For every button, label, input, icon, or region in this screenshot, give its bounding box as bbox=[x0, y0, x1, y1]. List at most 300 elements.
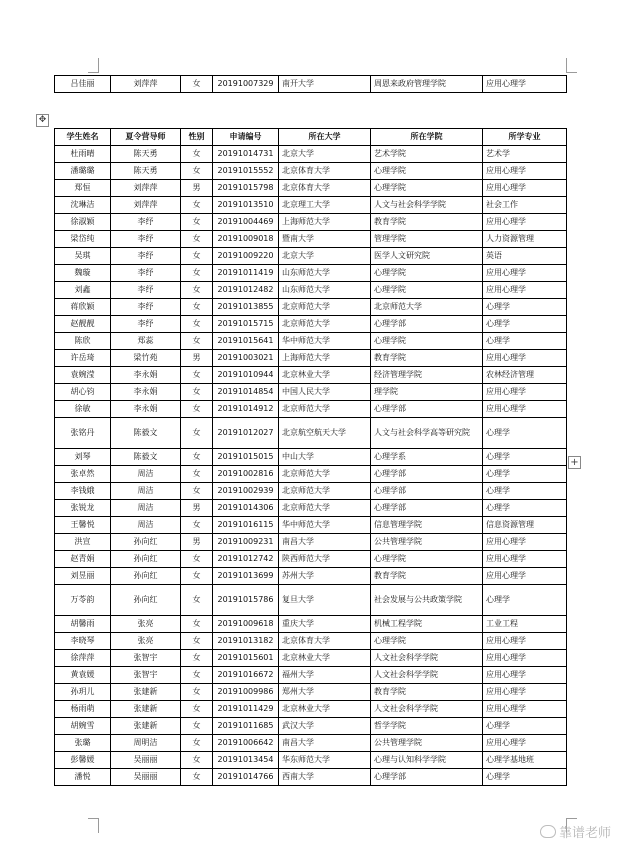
cell-mentor[interactable]: 李纾 bbox=[111, 248, 181, 265]
cell-major[interactable]: 应用心理学 bbox=[483, 265, 567, 282]
cell-gender[interactable]: 女 bbox=[181, 551, 213, 568]
cell-major[interactable]: 心理学 bbox=[483, 299, 567, 316]
cell-student-name[interactable]: 杜雨晴 bbox=[55, 146, 111, 163]
cell-gender[interactable]: 女 bbox=[181, 735, 213, 752]
cell-mentor[interactable]: 周洁 bbox=[111, 517, 181, 534]
cell-gender[interactable]: 男 bbox=[181, 500, 213, 517]
cell-major[interactable]: 应用心理学 bbox=[483, 384, 567, 401]
cell-mentor[interactable]: 刘萍萍 bbox=[111, 180, 181, 197]
cell-university[interactable]: 西南大学 bbox=[279, 769, 371, 786]
cell-college[interactable]: 教育学院 bbox=[371, 684, 483, 701]
cell-major[interactable]: 应用心理学 bbox=[483, 214, 567, 231]
cell-mentor[interactable]: 刘萍萍 bbox=[111, 76, 181, 93]
cell-college[interactable]: 管理学院 bbox=[371, 231, 483, 248]
cell-major[interactable]: 人力资源管理 bbox=[483, 231, 567, 248]
cell-university[interactable]: 中山大学 bbox=[279, 449, 371, 466]
cell-university[interactable]: 北京师范大学 bbox=[279, 500, 371, 517]
table-row bbox=[55, 466, 567, 483]
cell-application-id[interactable]: 20191007329 bbox=[213, 76, 279, 93]
cell-university[interactable]: 北京林业大学 bbox=[279, 701, 371, 718]
cell-university[interactable]: 北京师范大学 bbox=[279, 483, 371, 500]
cell-university[interactable]: 南昌大学 bbox=[279, 735, 371, 752]
cell-gender[interactable]: 女 bbox=[181, 667, 213, 684]
cell-gender[interactable]: 女 bbox=[181, 752, 213, 769]
cell-application-id[interactable]: 20191015715 bbox=[213, 316, 279, 333]
cell-application-id[interactable]: 20191014766 bbox=[213, 769, 279, 786]
cell-student-name[interactable]: 胡心钧 bbox=[55, 384, 111, 401]
cell-mentor[interactable]: 李纾 bbox=[111, 282, 181, 299]
cell-application-id[interactable]: 20191013182 bbox=[213, 633, 279, 650]
page-corner-mark bbox=[566, 58, 577, 73]
add-row-plus-icon[interactable]: + bbox=[568, 456, 581, 469]
cell-student-name[interactable]: 许岳琦 bbox=[55, 350, 111, 367]
cell-application-id[interactable]: 20191009986 bbox=[213, 684, 279, 701]
cell-college[interactable]: 教育学院 bbox=[371, 214, 483, 231]
cell-application-id[interactable]: 20191010944 bbox=[213, 367, 279, 384]
cell-university[interactable]: 北京师范大学 bbox=[279, 316, 371, 333]
cell-college[interactable]: 北京师范大学 bbox=[371, 299, 483, 316]
cell-mentor[interactable]: 李纾 bbox=[111, 316, 181, 333]
cell-student-name[interactable]: 黄袁媛 bbox=[55, 667, 111, 684]
cell-college[interactable]: 人文社会科学学院 bbox=[371, 667, 483, 684]
table-row bbox=[55, 483, 567, 500]
cell-college[interactable]: 心理学系 bbox=[371, 449, 483, 466]
cell-mentor[interactable]: 李永娟 bbox=[111, 384, 181, 401]
cell-college[interactable]: 心理学部 bbox=[371, 483, 483, 500]
cell-student-name[interactable]: 潘璐璐 bbox=[55, 163, 111, 180]
cell-application-id[interactable]: 20191016672 bbox=[213, 667, 279, 684]
cell-gender[interactable]: 女 bbox=[181, 568, 213, 585]
cell-major[interactable]: 信息资源管理 bbox=[483, 517, 567, 534]
cell-mentor[interactable]: 周洁 bbox=[111, 466, 181, 483]
cell-college[interactable]: 哲学学院 bbox=[371, 718, 483, 735]
cell-college[interactable]: 心理与认知科学学院 bbox=[371, 752, 483, 769]
cell-gender[interactable]: 女 bbox=[181, 248, 213, 265]
cell-major[interactable]: 应用心理学 bbox=[483, 401, 567, 418]
cell-gender[interactable]: 女 bbox=[181, 214, 213, 231]
header-gender[interactable]: 性别 bbox=[181, 129, 213, 146]
cell-student-name[interactable]: 徐淑颖 bbox=[55, 214, 111, 231]
cell-mentor[interactable]: 张智宇 bbox=[111, 667, 181, 684]
table-row bbox=[55, 650, 567, 667]
cell-major[interactable]: 心理学 bbox=[483, 500, 567, 517]
watermark-text: 靠谱老师 bbox=[559, 826, 612, 841]
cell-mentor[interactable]: 李永娟 bbox=[111, 367, 181, 384]
cell-major[interactable]: 应用心理学 bbox=[483, 180, 567, 197]
cell-college[interactable]: 人文与社会科学学院 bbox=[371, 197, 483, 214]
cell-student-name[interactable]: 魏璇 bbox=[55, 265, 111, 282]
cell-application-id[interactable]: 20191002816 bbox=[213, 466, 279, 483]
cell-university[interactable]: 北京林业大学 bbox=[279, 650, 371, 667]
cell-college[interactable]: 心理学院 bbox=[371, 265, 483, 282]
cell-university[interactable]: 陕西师范大学 bbox=[279, 551, 371, 568]
cell-application-id[interactable]: 20191009618 bbox=[213, 616, 279, 633]
cell-university[interactable]: 暨南大学 bbox=[279, 231, 371, 248]
cell-gender[interactable]: 女 bbox=[181, 449, 213, 466]
table-row bbox=[55, 163, 567, 180]
cell-university[interactable]: 北京体育大学 bbox=[279, 180, 371, 197]
cell-major[interactable]: 工业工程 bbox=[483, 616, 567, 633]
cell-gender[interactable]: 女 bbox=[181, 769, 213, 786]
cell-college[interactable]: 心理学院 bbox=[371, 633, 483, 650]
cell-student-name[interactable]: 刘昱丽 bbox=[55, 568, 111, 585]
cell-major[interactable]: 应用心理学 bbox=[483, 735, 567, 752]
cell-college[interactable]: 心理学院 bbox=[371, 180, 483, 197]
cell-major[interactable]: 英语 bbox=[483, 248, 567, 265]
cell-mentor[interactable]: 李永娟 bbox=[111, 401, 181, 418]
cell-gender[interactable]: 女 bbox=[181, 483, 213, 500]
cell-mentor[interactable]: 张建新 bbox=[111, 718, 181, 735]
cell-application-id[interactable]: 20191015798 bbox=[213, 180, 279, 197]
cell-application-id[interactable]: 20191012482 bbox=[213, 282, 279, 299]
cell-gender[interactable]: 女 bbox=[181, 163, 213, 180]
cell-student-name[interactable]: 赵靓靓 bbox=[55, 316, 111, 333]
cell-university[interactable]: 北京师范大学 bbox=[279, 466, 371, 483]
cell-college[interactable]: 理学院 bbox=[371, 384, 483, 401]
cell-major[interactable]: 应用心理学 bbox=[483, 163, 567, 180]
cell-student-name[interactable]: 沈琳洁 bbox=[55, 197, 111, 214]
cell-application-id[interactable]: 20191015015 bbox=[213, 449, 279, 466]
table-row bbox=[55, 752, 567, 769]
cell-application-id[interactable]: 20191013855 bbox=[213, 299, 279, 316]
cell-gender[interactable]: 女 bbox=[181, 401, 213, 418]
cell-application-id[interactable]: 20191015552 bbox=[213, 163, 279, 180]
cell-college[interactable]: 公共管理学院 bbox=[371, 534, 483, 551]
cell-gender[interactable]: 女 bbox=[181, 265, 213, 282]
cell-major[interactable]: 心理学 bbox=[483, 483, 567, 500]
cell-mentor[interactable]: 梁竹苑 bbox=[111, 350, 181, 367]
watermark bbox=[540, 822, 611, 841]
cell-college[interactable]: 心理学院 bbox=[371, 282, 483, 299]
table-row bbox=[55, 350, 567, 367]
cell-application-id[interactable]: 20191011685 bbox=[213, 718, 279, 735]
cell-major[interactable]: 心理学 bbox=[483, 316, 567, 333]
cell-university[interactable]: 北京大学 bbox=[279, 146, 371, 163]
cell-university[interactable]: 武汉大学 bbox=[279, 718, 371, 735]
cell-mentor[interactable]: 李纾 bbox=[111, 214, 181, 231]
cell-student-name[interactable]: 郑恒 bbox=[55, 180, 111, 197]
cell-gender[interactable]: 男 bbox=[181, 350, 213, 367]
cell-mentor[interactable]: 周洁 bbox=[111, 483, 181, 500]
cell-student-name[interactable]: 洪宣 bbox=[55, 534, 111, 551]
page-corner-mark bbox=[88, 58, 99, 73]
cell-application-id[interactable]: 20191013510 bbox=[213, 197, 279, 214]
cell-university[interactable]: 北京师范大学 bbox=[279, 401, 371, 418]
cell-application-id[interactable]: 20191014731 bbox=[213, 146, 279, 163]
cell-mentor[interactable]: 吴丽丽 bbox=[111, 752, 181, 769]
cell-mentor[interactable]: 周洁 bbox=[111, 500, 181, 517]
cell-major[interactable]: 心理学 bbox=[483, 466, 567, 483]
cell-student-name[interactable]: 刘琴 bbox=[55, 449, 111, 466]
cell-gender[interactable]: 女 bbox=[181, 718, 213, 735]
cell-student-name[interactable]: 刘鑫 bbox=[55, 282, 111, 299]
cell-college[interactable]: 人文社会科学学院 bbox=[371, 650, 483, 667]
cell-major[interactable]: 应用心理学 bbox=[483, 650, 567, 667]
cell-mentor[interactable]: 张建新 bbox=[111, 684, 181, 701]
table-row bbox=[55, 449, 567, 466]
cell-mentor[interactable]: 张智宇 bbox=[111, 650, 181, 667]
cell-mentor[interactable]: 孙向红 bbox=[111, 534, 181, 551]
cell-major[interactable]: 应用心理学 bbox=[483, 76, 567, 93]
cell-major[interactable]: 应用心理学 bbox=[483, 684, 567, 701]
cell-major[interactable]: 心理学 bbox=[483, 718, 567, 735]
cell-gender[interactable]: 女 bbox=[181, 466, 213, 483]
cell-application-id[interactable]: 20191015601 bbox=[213, 650, 279, 667]
cell-gender[interactable]: 男 bbox=[181, 534, 213, 551]
cell-student-name[interactable]: 潘悦 bbox=[55, 769, 111, 786]
table-row bbox=[55, 282, 567, 299]
cell-college[interactable]: 经济管理学院 bbox=[371, 367, 483, 384]
table-move-handle-icon[interactable]: ✥ bbox=[36, 114, 49, 127]
table-row bbox=[55, 299, 567, 316]
cell-college[interactable]: 教育学院 bbox=[371, 350, 483, 367]
header-student-name[interactable]: 学生姓名 bbox=[55, 129, 111, 146]
table-row bbox=[55, 180, 567, 197]
cell-student-name[interactable]: 蒋欣颖 bbox=[55, 299, 111, 316]
cell-application-id[interactable]: 20191016115 bbox=[213, 517, 279, 534]
cell-student-name[interactable]: 徐敏 bbox=[55, 401, 111, 418]
cell-university[interactable]: 上海师范大学 bbox=[279, 350, 371, 367]
table-row bbox=[55, 265, 567, 282]
cell-college[interactable]: 心理学部 bbox=[371, 769, 483, 786]
cell-mentor[interactable]: 吴丽丽 bbox=[111, 769, 181, 786]
cell-application-id[interactable]: 20191012027 bbox=[213, 418, 279, 449]
cell-mentor[interactable]: 张亮 bbox=[111, 633, 181, 650]
cell-application-id[interactable]: 20191009231 bbox=[213, 534, 279, 551]
cell-major[interactable]: 心理学 bbox=[483, 333, 567, 350]
table-row bbox=[55, 616, 567, 633]
cell-university[interactable]: 北京体育大学 bbox=[279, 633, 371, 650]
cell-gender[interactable]: 女 bbox=[181, 76, 213, 93]
table-row bbox=[55, 333, 567, 350]
cell-college[interactable]: 教育学院 bbox=[371, 568, 483, 585]
cell-mentor[interactable]: 李纾 bbox=[111, 299, 181, 316]
table-row bbox=[55, 701, 567, 718]
header-college[interactable]: 所在学院 bbox=[371, 129, 483, 146]
cell-mentor[interactable]: 陈毅文 bbox=[111, 418, 181, 449]
cell-university[interactable]: 北京理工大学 bbox=[279, 197, 371, 214]
cell-gender[interactable]: 女 bbox=[181, 384, 213, 401]
cell-university[interactable]: 北京林业大学 bbox=[279, 367, 371, 384]
cell-major[interactable]: 应用心理学 bbox=[483, 282, 567, 299]
cell-mentor[interactable]: 李纾 bbox=[111, 265, 181, 282]
header-university[interactable]: 所在大学 bbox=[279, 129, 371, 146]
cell-university[interactable]: 山东师范大学 bbox=[279, 265, 371, 282]
cell-mentor[interactable]: 张亮 bbox=[111, 616, 181, 633]
cell-university[interactable]: 华东师范大学 bbox=[279, 752, 371, 769]
cell-gender[interactable]: 女 bbox=[181, 333, 213, 350]
cell-mentor[interactable]: 周明洁 bbox=[111, 735, 181, 752]
cell-gender[interactable]: 女 bbox=[181, 684, 213, 701]
cell-student-name[interactable]: 杨雨萌 bbox=[55, 701, 111, 718]
cell-major[interactable]: 心理学 bbox=[483, 449, 567, 466]
cell-major[interactable]: 应用心理学 bbox=[483, 534, 567, 551]
cell-student-name[interactable]: 孙玥儿 bbox=[55, 684, 111, 701]
cell-student-name[interactable]: 张璐 bbox=[55, 735, 111, 752]
cell-application-id[interactable]: 20191012742 bbox=[213, 551, 279, 568]
cell-major[interactable]: 农林经济管理 bbox=[483, 367, 567, 384]
cell-college[interactable]: 心理学部 bbox=[371, 316, 483, 333]
cell-major[interactable]: 应用心理学 bbox=[483, 568, 567, 585]
cell-application-id[interactable]: 20191014306 bbox=[213, 500, 279, 517]
cell-application-id[interactable]: 20191003021 bbox=[213, 350, 279, 367]
table-row bbox=[55, 534, 567, 551]
cell-major[interactable]: 心理学基地班 bbox=[483, 752, 567, 769]
cell-college[interactable]: 心理学部 bbox=[371, 466, 483, 483]
table-row bbox=[55, 585, 567, 616]
cell-application-id[interactable]: 20191015786 bbox=[213, 585, 279, 616]
cell-student-name[interactable]: 陈欣 bbox=[55, 333, 111, 350]
cell-major[interactable]: 应用心理学 bbox=[483, 551, 567, 568]
cell-gender[interactable]: 女 bbox=[181, 585, 213, 616]
cell-student-name[interactable]: 彭馨媛 bbox=[55, 752, 111, 769]
cell-student-name[interactable]: 胡馨雨 bbox=[55, 616, 111, 633]
cell-gender[interactable]: 女 bbox=[181, 367, 213, 384]
cell-gender[interactable]: 女 bbox=[181, 282, 213, 299]
cell-application-id[interactable]: 20191013699 bbox=[213, 568, 279, 585]
cell-college[interactable]: 心理学院 bbox=[371, 163, 483, 180]
cell-major[interactable]: 艺术学 bbox=[483, 146, 567, 163]
table-row bbox=[55, 551, 567, 568]
table-row bbox=[55, 769, 567, 786]
cell-major[interactable]: 应用心理学 bbox=[483, 350, 567, 367]
cell-college[interactable]: 公共管理学院 bbox=[371, 735, 483, 752]
header-mentor[interactable]: 夏令营导师 bbox=[111, 129, 181, 146]
cell-university[interactable]: 华中师范大学 bbox=[279, 517, 371, 534]
cell-college[interactable]: 人文社会科学学院 bbox=[371, 701, 483, 718]
cell-mentor[interactable]: 张建新 bbox=[111, 701, 181, 718]
cell-student-name[interactable]: 吴琪 bbox=[55, 248, 111, 265]
cell-major[interactable]: 应用心理学 bbox=[483, 701, 567, 718]
header-major[interactable]: 所学专业 bbox=[483, 129, 567, 146]
cell-college[interactable]: 心理学部 bbox=[371, 500, 483, 517]
cell-college[interactable]: 艺术学院 bbox=[371, 146, 483, 163]
cell-gender[interactable]: 男 bbox=[181, 180, 213, 197]
table-row bbox=[55, 384, 567, 401]
cell-student-name[interactable]: 梁岱纯 bbox=[55, 231, 111, 248]
cell-application-id[interactable]: 20191013454 bbox=[213, 752, 279, 769]
header-application-id[interactable]: 申请编号 bbox=[213, 129, 279, 146]
cell-college[interactable]: 社会发展与公共政策学院 bbox=[371, 585, 483, 616]
cell-college[interactable]: 周恩来政府管理学院 bbox=[371, 76, 483, 93]
cell-student-name[interactable]: 张铭丹 bbox=[55, 418, 111, 449]
cell-gender[interactable]: 女 bbox=[181, 231, 213, 248]
cell-university[interactable]: 郑州大学 bbox=[279, 684, 371, 701]
cell-university[interactable]: 北京航空航天大学 bbox=[279, 418, 371, 449]
cell-mentor[interactable]: 郑蕊 bbox=[111, 333, 181, 350]
cell-mentor[interactable]: 陈毅文 bbox=[111, 449, 181, 466]
cell-gender[interactable]: 女 bbox=[181, 197, 213, 214]
table-row bbox=[55, 248, 567, 265]
cell-application-id[interactable]: 20191009220 bbox=[213, 248, 279, 265]
cell-student-name[interactable]: 王馨悦 bbox=[55, 517, 111, 534]
cell-university[interactable]: 中国人民大学 bbox=[279, 384, 371, 401]
cell-student-name[interactable]: 李钱娥 bbox=[55, 483, 111, 500]
table-row bbox=[55, 684, 567, 701]
cell-gender[interactable]: 女 bbox=[181, 146, 213, 163]
cell-gender[interactable]: 女 bbox=[181, 650, 213, 667]
cell-student-name[interactable]: 张锐龙 bbox=[55, 500, 111, 517]
cell-application-id[interactable]: 20191006642 bbox=[213, 735, 279, 752]
cell-application-id[interactable]: 20191015641 bbox=[213, 333, 279, 350]
cell-mentor[interactable]: 孙向红 bbox=[111, 551, 181, 568]
cell-student-name[interactable]: 胡婉雪 bbox=[55, 718, 111, 735]
cell-university[interactable]: 南昌大学 bbox=[279, 534, 371, 551]
cell-application-id[interactable]: 20191002939 bbox=[213, 483, 279, 500]
cell-mentor[interactable]: 陈天勇 bbox=[111, 146, 181, 163]
cell-student-name[interactable]: 万苓韵 bbox=[55, 585, 111, 616]
cell-student-name[interactable]: 吕佳丽 bbox=[55, 76, 111, 93]
cell-university[interactable]: 苏州大学 bbox=[279, 568, 371, 585]
cell-mentor[interactable]: 李纾 bbox=[111, 231, 181, 248]
cell-university[interactable]: 南开大学 bbox=[279, 76, 371, 93]
cell-student-name[interactable]: 赵青娟 bbox=[55, 551, 111, 568]
table-row bbox=[55, 231, 567, 248]
cell-gender[interactable]: 女 bbox=[181, 418, 213, 449]
cell-college[interactable]: 心理学院 bbox=[371, 551, 483, 568]
cell-mentor[interactable]: 孙向红 bbox=[111, 568, 181, 585]
cell-gender[interactable]: 女 bbox=[181, 316, 213, 333]
cell-major[interactable]: 心理学 bbox=[483, 585, 567, 616]
cell-university[interactable]: 复旦大学 bbox=[279, 585, 371, 616]
cell-major[interactable]: 应用心理学 bbox=[483, 633, 567, 650]
cell-application-id[interactable]: 20191004469 bbox=[213, 214, 279, 231]
cell-major[interactable]: 应用心理学 bbox=[483, 667, 567, 684]
cell-mentor[interactable]: 刘萍萍 bbox=[111, 197, 181, 214]
cell-university[interactable]: 北京师范大学 bbox=[279, 299, 371, 316]
cell-application-id[interactable]: 20191014854 bbox=[213, 384, 279, 401]
cell-major[interactable]: 心理学 bbox=[483, 769, 567, 786]
cell-application-id[interactable]: 20191014912 bbox=[213, 401, 279, 418]
cell-gender[interactable]: 女 bbox=[181, 517, 213, 534]
cell-gender[interactable]: 女 bbox=[181, 701, 213, 718]
cell-application-id[interactable]: 20191011419 bbox=[213, 265, 279, 282]
cell-application-id[interactable]: 20191011429 bbox=[213, 701, 279, 718]
cell-college[interactable]: 信息管理学院 bbox=[371, 517, 483, 534]
cell-student-name[interactable]: 徐萍萍 bbox=[55, 650, 111, 667]
cell-gender[interactable]: 女 bbox=[181, 616, 213, 633]
table-row bbox=[55, 418, 567, 449]
cell-university[interactable]: 华中师范大学 bbox=[279, 333, 371, 350]
page-corner-mark bbox=[88, 818, 99, 833]
cell-university[interactable]: 北京体育大学 bbox=[279, 163, 371, 180]
cell-application-id[interactable]: 20191009018 bbox=[213, 231, 279, 248]
cell-college[interactable]: 心理学部 bbox=[371, 401, 483, 418]
cell-student-name[interactable]: 张卓然 bbox=[55, 466, 111, 483]
table-row bbox=[55, 517, 567, 534]
table-row bbox=[55, 718, 567, 735]
cell-college[interactable]: 医学人文研究院 bbox=[371, 248, 483, 265]
cell-university[interactable]: 重庆大学 bbox=[279, 616, 371, 633]
cell-student-name[interactable]: 袁婉滢 bbox=[55, 367, 111, 384]
cell-major[interactable]: 心理学 bbox=[483, 418, 567, 449]
cell-college[interactable]: 人文与社会科学高等研究院 bbox=[371, 418, 483, 449]
table-row bbox=[55, 633, 567, 650]
cell-university[interactable]: 山东师范大学 bbox=[279, 282, 371, 299]
cell-gender[interactable]: 女 bbox=[181, 633, 213, 650]
cell-college[interactable]: 机械工程学院 bbox=[371, 616, 483, 633]
cell-university[interactable]: 北京大学 bbox=[279, 248, 371, 265]
cell-gender[interactable]: 女 bbox=[181, 299, 213, 316]
cell-mentor[interactable]: 陈天勇 bbox=[111, 163, 181, 180]
table-row bbox=[55, 316, 567, 333]
cell-mentor[interactable]: 孙向红 bbox=[111, 585, 181, 616]
cell-college[interactable]: 心理学院 bbox=[371, 333, 483, 350]
cell-university[interactable]: 福州大学 bbox=[279, 667, 371, 684]
cell-university[interactable]: 上海师范大学 bbox=[279, 214, 371, 231]
cell-major[interactable]: 社会工作 bbox=[483, 197, 567, 214]
cell-student-name[interactable]: 李晓琴 bbox=[55, 633, 111, 650]
